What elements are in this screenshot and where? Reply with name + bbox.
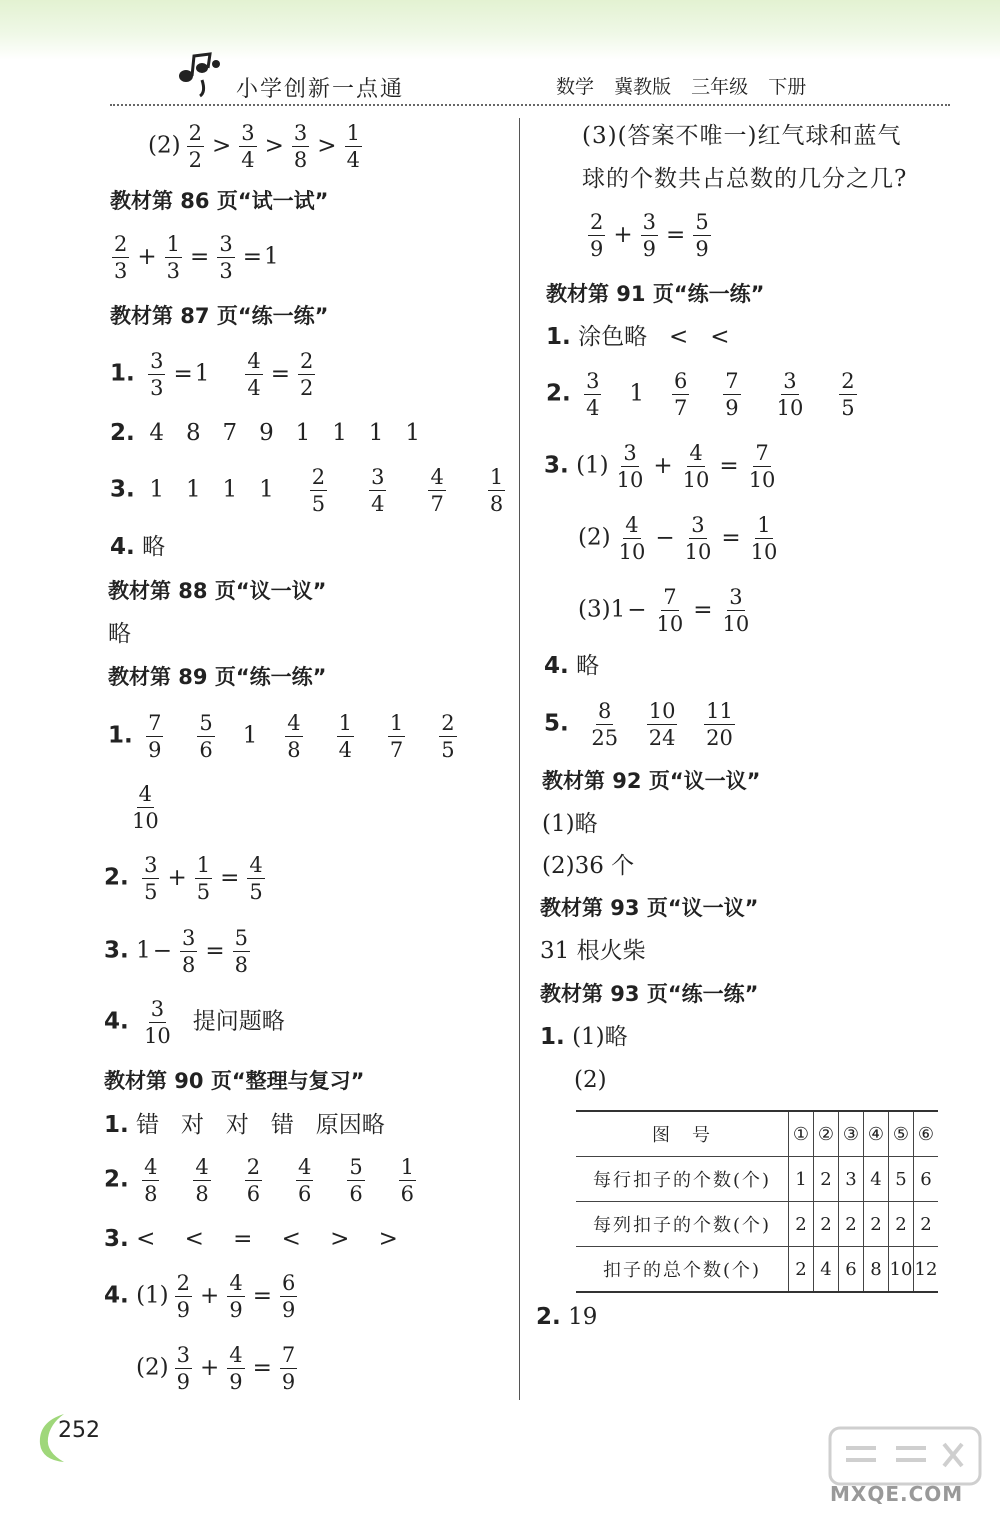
answer-line: 4. $\frac{3}{10}$ 提问题略 (104, 997, 285, 1049)
grade: 三年级 (691, 76, 749, 98)
answer-line: (2) $\frac{2}{2}$ > $\frac{3}{4}$ > $\frac{3}{8}$ > $\frac{1}{4}$ (148, 121, 360, 173)
table-cell: 2 (864, 1202, 889, 1247)
table-cell: 2 (839, 1202, 864, 1247)
answer-line: 4. 略 (544, 653, 600, 679)
table-cell: 2 (789, 1202, 814, 1247)
answer-line: $\frac{2}{9}$ + $\frac{3}{9}$ = $\frac{5}{9}$ (590, 210, 709, 262)
volume: 下册 (768, 76, 807, 98)
answer-line: (2)36 个 (542, 853, 635, 879)
table-cell: 每列扣子的个数(个) (576, 1202, 789, 1247)
table-cell: 6 (839, 1247, 864, 1293)
table-header-cell: 图 号 (576, 1111, 789, 1157)
answer-line: 3. 1 1 1 1 $\frac{2}{5}$ $\frac{3}{4}$ $\frac{4}{7}$ $\frac{1}{8}$ (110, 465, 504, 517)
answer-line: 1. 错 对 对 错 原因略 (104, 1112, 385, 1138)
table-header-cell: ④ (864, 1111, 889, 1157)
answer-line: (2) $\frac{3}{9}$ + $\frac{4}{9}$ = $\frac{7}{9}$ (136, 1343, 296, 1395)
answer-line: 球的个数共占总数的几分之几? (582, 166, 908, 192)
table-cell: 2 (814, 1157, 839, 1202)
section-heading: 教材第 88 页“议一议” (108, 579, 327, 603)
table-cell: 4 (864, 1157, 889, 1202)
answer-line: 31 根火柴 (540, 938, 646, 964)
answer-line: 2. $\frac{3}{5}$ + $\frac{1}{5}$ = $\frac{4}{5}$ (104, 853, 263, 905)
answer-line: 1. $\frac{7}{9}$ $\frac{5}{6}$ 1 $\frac{4}{8}$ $\frac{1}{4}$ $\frac{1}{7}$ $\frac{2}{5}$ (108, 711, 455, 763)
answer-line: 略 (108, 621, 131, 647)
column-divider (519, 118, 520, 1400)
answer-line: 3. < < = < > > (104, 1226, 398, 1252)
answer-line: 4. (1) $\frac{2}{9}$ + $\frac{4}{9}$ = $\frac{6}{9}$ (104, 1271, 296, 1323)
answer-line: 2. 19 (536, 1304, 598, 1330)
answer-line: $\frac{2}{3}$ + $\frac{1}{3}$ = $\frac{3}{3}$ =1 (114, 232, 279, 284)
answer-line: 2. $\frac{4}{8}$ $\frac{4}{8}$ $\frac{2}{6}$ $\frac{4}{6}$ $\frac{5}{6}$ $\frac{1}{6}$ (104, 1155, 414, 1207)
table-cell: 3 (839, 1157, 864, 1202)
section-heading: 教材第 93 页“练一练” (540, 982, 759, 1006)
answer-line: 3. (1) $\frac{3}{10}$ + $\frac{4}{10}$ = $\frac{7}{10}$ (544, 441, 776, 493)
answer-line: (2) $\frac{4}{10}$ − $\frac{3}{10}$ = $\frac{1}{10}$ (578, 513, 778, 565)
answer-line: (1)略 (542, 811, 598, 837)
section-heading: 教材第 89 页“练一练” (108, 665, 327, 689)
section-heading: 教材第 87 页“练一练” (110, 304, 329, 328)
table-cell: 10 (889, 1247, 914, 1293)
section-heading: 教材第 92 页“议一议” (542, 769, 761, 793)
answer-line: (3)1− $\frac{7}{10}$ = $\frac{3}{10}$ (578, 585, 750, 637)
table-cell: 8 (864, 1247, 889, 1293)
header-divider (110, 104, 950, 106)
answer-line: 5. $\frac{8}{25}$ $\frac{10}{24}$ $\frac{11}{20}$ (544, 699, 733, 751)
table-cell: 1 (789, 1157, 814, 1202)
table-header-cell: ③ (839, 1111, 864, 1157)
table-cell: 2 (914, 1202, 939, 1247)
table-cell: 6 (914, 1157, 939, 1202)
table-cell: 12 (914, 1247, 939, 1293)
edition: 冀教版 (614, 76, 672, 98)
table-cell: 2 (814, 1202, 839, 1247)
table-cell: 每行扣子的个数(个) (576, 1157, 789, 1202)
table-header-row (576, 1111, 938, 1157)
section-heading: 教材第 91 页“练一练” (546, 282, 765, 306)
answer-line: 2. 4 8 7 9 1 1 1 1 (110, 420, 420, 446)
table-row (576, 1202, 938, 1247)
table-header-cell: ⑥ (914, 1111, 939, 1157)
answer-line: $\frac{4}{10}$ (132, 782, 159, 834)
answer-line: 1. 涂色略 < < (546, 324, 730, 350)
table-row (576, 1157, 938, 1202)
book-info (556, 72, 820, 99)
answer-line: 2. $\frac{3}{4}$ 1 $\frac{6}{7}$ $\frac{7}{9}$ $\frac{3}{10}$ $\frac{2}{5}$ (546, 369, 855, 421)
answer-line: 1. $\frac{3}{3}$ =1 $\frac{4}{4}$ = $\frac{2}{2}$ (110, 349, 314, 401)
watermark-text: MXQE.COM (830, 1482, 964, 1506)
answer-line: 3. 1− $\frac{3}{8}$ = $\frac{5}{8}$ (104, 926, 249, 978)
table-row (576, 1247, 938, 1293)
table-cell: 2 (889, 1202, 914, 1247)
table-header-cell: ① (789, 1111, 814, 1157)
book-title: 小学创新一点通 (236, 77, 405, 102)
section-heading: 教材第 93 页“议一议” (540, 896, 759, 920)
page-number: 252 (58, 1418, 100, 1443)
section-heading: 教材第 86 页“试一试” (110, 189, 329, 213)
subject: 数学 (556, 76, 595, 98)
answer-line: (3)(答案不唯一)红气球和蓝气 (582, 123, 902, 149)
table-cell: 扣子的总个数(个) (576, 1247, 789, 1293)
answer-line: (2) (574, 1067, 607, 1093)
header-band (0, 0, 1000, 60)
table-cell: 2 (789, 1247, 814, 1293)
answer-line: 4. 略 (110, 534, 166, 560)
music-notes-logo-icon (172, 50, 228, 98)
table-header-cell: ② (814, 1111, 839, 1157)
table-cell: 5 (889, 1157, 914, 1202)
table-cell: 4 (814, 1247, 839, 1293)
buttons-table (576, 1110, 938, 1293)
answer-line: 1. (1)略 (540, 1024, 628, 1050)
table-header-cell: ⑤ (889, 1111, 914, 1157)
section-heading: 教材第 90 页“整理与复习” (104, 1069, 365, 1093)
